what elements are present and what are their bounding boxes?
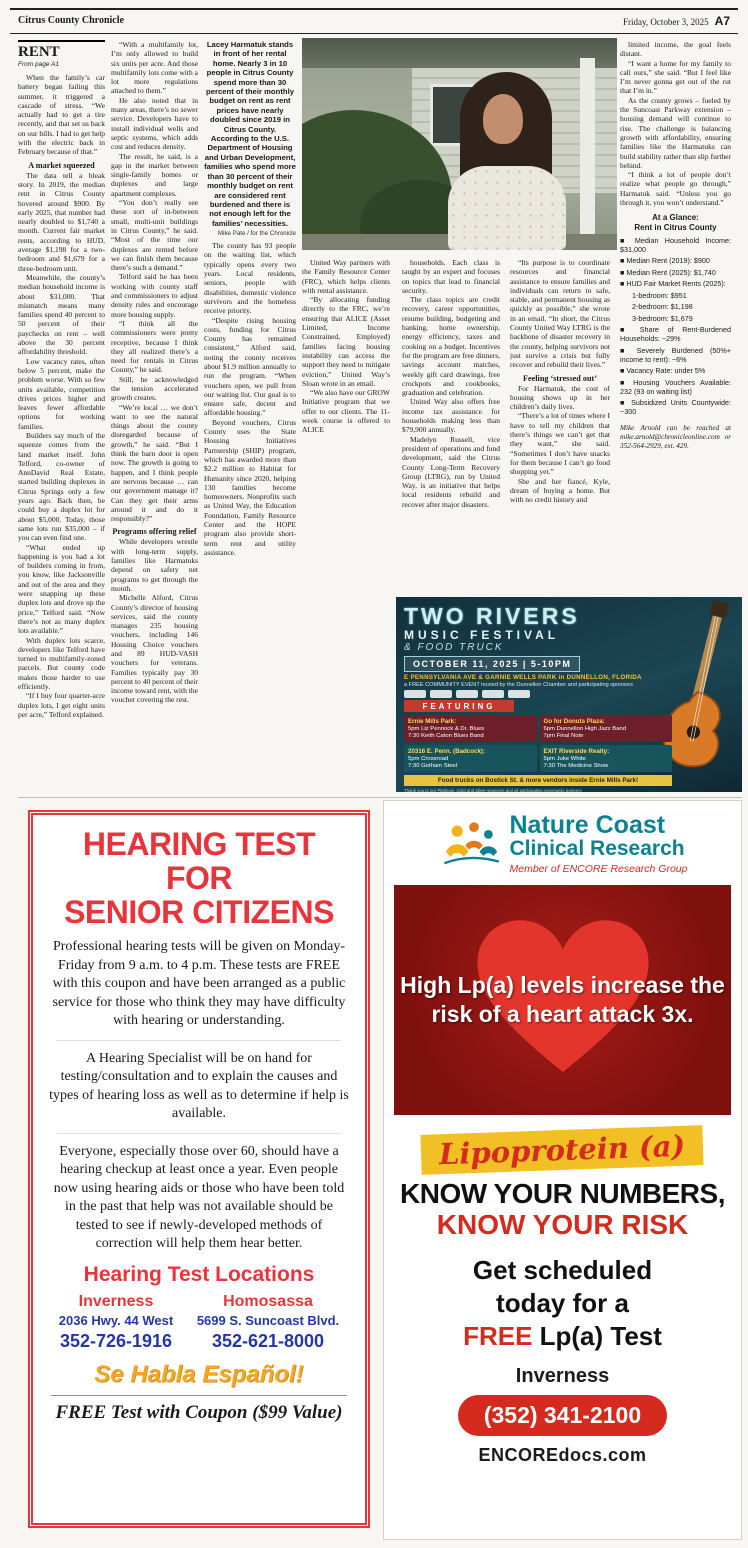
at-a-glance-box xyxy=(620,213,731,416)
free-label: FREE xyxy=(463,1321,533,1351)
venue-name: 20316 E. Penn. (Badcock): xyxy=(408,748,486,755)
photo-shape xyxy=(580,58,595,250)
hearing-location-homosassa xyxy=(197,1293,339,1352)
divider xyxy=(57,1040,341,1041)
photo-credit: Mike Pate / for the Chronicle xyxy=(217,230,296,238)
column-text xyxy=(302,258,390,435)
article-column-6 xyxy=(510,258,610,590)
article-photo xyxy=(302,38,617,250)
hearing-paragraph: Professional hearing tests will be given on Monday-Friday from 9 a.m. to 4 p.m. These tests are FREE with this coupon and have been arranged as a public service for those who think they may have difficulty with hearing or understanding. xyxy=(52,939,346,1028)
glance-subtitle: Rent in Citrus County xyxy=(634,223,717,233)
article-paragraph: United Way also offers free income tax assistance for households making less than $79,900 annually. xyxy=(402,397,500,435)
photo-caption: Lacey Harmatuk stands in front of her rental home. Nearly 3 in 10 people in Citrus County spend more than 30 percent of their monthly budget on rent as rent prices have nearly doubled since 2019 in Citrus County. According to the U.S. Department of Housing and Urban Development, families who spend more than 30 percent of their monthly budget on rent are considered rent burdened and there is not enough left for the families’ necessities. xyxy=(204,40,296,228)
article-paragraph: The result, he said, is a gap in the market between single-family homes or duplexes and large apartment complexes. xyxy=(111,151,198,198)
top-rule xyxy=(10,8,738,10)
clinical-research-logo xyxy=(438,818,502,870)
festival-subtitle: a FREE COMMUNITY EVENT hosted by the Dunnellon Chamber and participating sponsors xyxy=(404,682,633,688)
article-slug-title: RENT xyxy=(18,44,60,60)
festival-title-3: & FOOD TRUCK xyxy=(404,642,504,653)
article-paragraph: When the family’s car battery began failing this summer, it triggered a cascade of stress. “We actually had to get a tire recently, and that set us back on our bills. I had to get help with the electric back in February because of that.” xyxy=(18,73,105,157)
sponsor-logo xyxy=(508,690,530,698)
venue-box xyxy=(540,745,673,772)
photo-person-dress xyxy=(448,166,566,250)
article-slug xyxy=(18,40,105,68)
lipoprotein-label: Lipoprotein (a) xyxy=(438,1128,687,1172)
photo-person-face xyxy=(483,94,523,144)
hearing-location-inverness xyxy=(59,1293,173,1352)
member-line: Member of ENCORE Research Group xyxy=(509,863,688,875)
article-paragraph: “Its purpose is to coordinate resources and financial assistance to ensure families and individuals can return to safe, stable, and permanent housing as quickly as possible,” she wrote in an email. “In short, the Citrus County United Way LTRG is the backbone of disaster recovery in the county, helping survivors not just survive a crisis but fully recover and rebuild their lives.” xyxy=(510,258,610,370)
lipoprotein-brush xyxy=(421,1125,704,1175)
heart-headline: High Lp(a) levels increase the risk of a heart attack 3x. xyxy=(400,972,725,1027)
reporter-contact: Mike Arnold can be reached at mike.arnold@chronicleonline.com or 352-564-2929, ext. 429. xyxy=(620,424,731,451)
article-paragraph: Low vacancy rates, often below 5 percent, make the problem worse. With so few units available, competition drives prices higher and leaves fewer affordable options for working families. xyxy=(18,356,105,431)
heart-panel xyxy=(394,885,731,1115)
article-paragraph: “I think a lot of people don’t realize what people go through,” Harmatuk said. “Unless you go through it, you won’t understand.” xyxy=(620,170,731,208)
article-paragraph: Builders say much of the squeeze comes from the land market itself. John Telford, co-owner of AnnDavid Real Estate, started building duplexes in Citrus Springs only a few years ago. Back then, he could buy a duplex lot for about $5,000. Today, those same lots run $35,000 – if you can even find one. xyxy=(18,430,105,543)
article-continuation: From page A1 xyxy=(18,61,59,68)
two-rivers-festival-ad xyxy=(396,597,742,792)
glance-item: ■ Severely Burdened (50%+ income to rent): ~6% xyxy=(620,345,731,364)
article-paragraph: Madelyn Russell, vice president of operations and fund development, said the Citrus County Long-Term Recovery Group (LTRG), run by United Way, is an initiative that helps local residents rebuild and recover after major disasters. xyxy=(402,434,500,509)
sponsor-logo xyxy=(404,690,426,698)
venue-box xyxy=(404,715,537,742)
venue-grid xyxy=(404,715,672,772)
venue-name: EXIT Riverside Realty: xyxy=(543,748,610,755)
article-column-7 xyxy=(620,40,731,592)
article-column-4 xyxy=(302,258,390,790)
glance-item: ■ Vacancy Rate: under 5% xyxy=(620,366,706,376)
column-text xyxy=(18,73,105,719)
clinic-brand xyxy=(510,813,688,875)
glance-item: ■ Share of Rent-Burdened Households: ~29% xyxy=(620,325,731,344)
hearing-locations-title: Hearing Test Locations xyxy=(83,1262,315,1286)
divider xyxy=(57,1133,341,1134)
clinic-city: Inverness xyxy=(515,1365,610,1387)
coupon-line: FREE Test with Coupon ($99 Value) xyxy=(55,1401,343,1423)
article-paragraph: Michelle Alford, Citrus County’s director of housing services, said the county manages 235 housing vouchers, including 146 Housing Choice vouchers and 89 HUD-VASH vouchers for veterans. Families typically pay 30 percent to 40 percent of their income toward rent, with the voucher covering the rest. xyxy=(111,593,198,705)
glance-title: At a Glance: xyxy=(652,213,699,223)
venue-act: 7:30 Keith Caton Blues Band xyxy=(408,733,484,739)
cta-text xyxy=(384,1254,741,1353)
venue-act: 7pm Final Note xyxy=(543,733,584,739)
article-paragraph: “By allocating funding directly to the FRC, we’re ensuring that ALICE (Asset Limited, Income Constrained, Employed) families facing housing instability can access the support they need to mitigate eviction,” United Way’s Sloan wrote in an email. xyxy=(302,295,390,388)
glance-item: ■ Median Household Income: $31,000 xyxy=(620,235,731,254)
location-phone: 352-726-1916 xyxy=(59,1330,173,1351)
festival-fine-print: Thank you to our Platinum, Gold and Silver sponsors and all participating community partners xyxy=(404,788,582,792)
glance-item: 2-bedroom: $1,198 xyxy=(632,302,693,312)
glance-item: ■ Median Rent (2025): $1,740 xyxy=(620,267,716,277)
featuring-banner: FEATURING xyxy=(404,700,514,712)
glance-item: ■ HUD Fair Market Rents (2025): xyxy=(620,279,726,289)
hearing-paragraph: Everyone, especially those over 60, should have a hearing checkup at least once a year. Even people now using hearing aids or those who have been told in the past that help was not available should be tested to see if newly-developed methods of correction will help them hear better. xyxy=(53,1143,345,1251)
cta-line-1: Get scheduled xyxy=(472,1255,653,1285)
article-paragraph: “There’s a lot of times where I have to tell my children that there’s things we can’t get that they want,” she said. “Sometimes I don’t have snacks for them because I can’t go food shopping yet.” xyxy=(510,411,610,477)
article-paragraph: Still, he acknowledged the tension accelerated growth creates. xyxy=(111,374,198,403)
venue-act: 6pm Dunnellon High Jazz Band xyxy=(543,726,627,732)
article-subhead: A market squeezed xyxy=(28,160,95,170)
column-text xyxy=(111,40,198,705)
article-paragraph: Beyond vouchers, Citrus County uses the State Housing Initiatives Partnership (SHIP) program, which has awarded more than $2.2 million to Habitat for Humanity since 2020, helping 130 families become homeowners. Nonprofits such as United Way, the Education Foundation, Family Resource Center and the HOPE program also provide short-term rent and utility assistance. xyxy=(204,417,296,557)
article-paragraph: “Despite rising housing costs, funding for Citrus County has remained consistent,” Alford said, noting the county receives about $1.9 million annually to run the program. “When vouchers open, we pull from our waiting list. Our goal is to ensure safe, decent and affordable housing.” xyxy=(204,315,296,418)
hearing-paragraph: A Hearing Specialist will be on hand for testing/consultation and to explain the causes and types of hearing loss as well as to determine if help is available. xyxy=(49,1050,349,1121)
article-paragraph: “You don’t really see these sort of in-between small, multi-unit buildings in Citrus County,” he said. “Most of the time our duplexes are rented before we can finish them because there’s such a demand.” xyxy=(111,198,198,273)
venue-act: 5pm Liz Pennock & Dr. Blues xyxy=(408,726,485,732)
cta-line-2: today for a xyxy=(496,1288,629,1318)
clinic-header xyxy=(384,801,741,883)
location-city: Inverness xyxy=(78,1292,154,1310)
article-paragraph: “What ended up happening is you had a lot of builders coming in from, you know, like Jacksonville and out of the area and they were snapping up these duplex lots and drove up the price,” Telford said. “Now there’s not as many duplex lots available.” xyxy=(18,542,105,636)
venue-act: 7:30 Gotham Steel xyxy=(408,763,458,769)
location-address: 2036 Hwy. 44 West xyxy=(58,1312,174,1328)
article-paragraph: United Way partners with the Family Resource Center (FRC), which helps clients with rental assistance. xyxy=(302,258,390,295)
masthead-title: Citrus County Chronicle xyxy=(18,15,124,26)
article-paragraph: limited income, the goal feels distant. xyxy=(620,40,731,59)
column-text xyxy=(510,258,610,504)
hearing-locations xyxy=(47,1293,351,1352)
cta-rest: Lp(a) Test xyxy=(532,1321,662,1351)
sponsor-logo xyxy=(456,690,478,698)
article-column-3 xyxy=(204,40,296,792)
masthead-date: Friday, October 3, 2025 xyxy=(623,17,709,27)
venue-act: 5pm Crossroad xyxy=(408,756,449,762)
column-text xyxy=(204,241,296,557)
know-your-risk: KNOW YOUR RISK xyxy=(436,1209,689,1240)
article-paragraph: “We also have our GROW Initiative program that we offer to our clients. The 11-week course is offered to ALICE xyxy=(302,388,390,435)
masthead-right xyxy=(623,14,730,28)
masthead-rule xyxy=(10,33,738,34)
location-phone: 352-621-8000 xyxy=(211,1330,325,1351)
article-paragraph: “If I buy four quarter-acre duplex lots, I get eight units per acre,” Telford explained. xyxy=(18,691,105,719)
sponsor-logo xyxy=(482,690,504,698)
article-subhead: Programs offering relief xyxy=(112,527,197,537)
section-divider xyxy=(18,797,742,798)
article-paragraph: “I think all the commissioners were pretty receptive, because I think they all realized there’s a need for rentals in Citrus County,” he said. xyxy=(111,318,198,375)
article-paragraph: With duplex lots scarce, developers like Telford have turned to multifamily-zoned parcels. But county code makes those harder to use efficiently. xyxy=(18,635,105,691)
venue-name: Ernie Mills Park: xyxy=(408,718,457,725)
article-subhead: Feeling ‘stressed out’ xyxy=(523,373,597,383)
festival-title-2: MUSIC FESTIVAL xyxy=(404,628,560,642)
article-column-2 xyxy=(111,40,198,792)
venue-name: Go for Donuts Plaza: xyxy=(543,718,605,725)
brand-line-2: Clinical Research xyxy=(509,837,685,860)
article-paragraph: “We’re local … we don’t want to see the natural things about the county disregarded because of growth,” he said. “But I think the barn door is open now. The growth is going to happen, and I think people are nervous because … can our government manage it? Can they get their arms around it and do it responsibly?” xyxy=(111,402,198,524)
column-text xyxy=(620,40,731,207)
cta-line-3 xyxy=(384,1320,741,1353)
venue-act: 7:30 The Medicine Show xyxy=(543,763,609,769)
glance-list xyxy=(620,236,731,417)
article-paragraph: households. Each class is taught by an expert and focuses on topics that lead to financial security. xyxy=(402,258,500,295)
brand-line-1: Nature Coast xyxy=(509,811,666,839)
festival-location: E PENNSYLVANIA AVE & GARNIE WELLS PARK in DUNNELLON, FLORIDA xyxy=(404,674,642,681)
hearing-test-ad xyxy=(28,810,370,1528)
article-paragraph: “With a multifamily lot, I’m only allowed to build six units per acre. And those multifamily lots come with a lot more regulations attached to them.” xyxy=(111,40,198,96)
article-paragraph: As the county grows – fueled by the Suncoast Parkway extension – housing demand will continue to rise. The challenge is balancing growth with affordability, ensuring families like the Harmatuks can build stability rather than slip further behind. xyxy=(620,95,731,170)
location-address: 5699 S. Suncoast Blvd. xyxy=(196,1312,340,1328)
nature-coast-ad xyxy=(383,800,742,1540)
article-column-5 xyxy=(402,258,500,590)
glance-item: ■ Median Rent (2019): $900 xyxy=(620,256,710,266)
article-column-1 xyxy=(18,40,105,792)
location-city: Homosassa xyxy=(223,1292,313,1310)
article-paragraph: The data tell a bleak story. In 2019, the median rent in Citrus County hovered around $900. By early 2025, that number had nearly doubled to $1,740 a month. Current fair market rents, according to HUD, average $1,198 for a two-bedroom and $1,679 for a three-bedroom unit. xyxy=(18,170,105,273)
se-habla-espanol: Se Habla Español! xyxy=(94,1360,304,1388)
hearing-headline xyxy=(47,827,351,929)
festival-date-banner: OCTOBER 11, 2025 | 5-10PM xyxy=(404,656,580,672)
glance-item: ■ Housing Vouchers Available: 232 (93 on waiting list) xyxy=(620,377,731,396)
article-paragraph: Telford said he has been working with county staff and commissioners to adjust density rules and encourage more housing supply. xyxy=(111,272,198,319)
sponsor-logo xyxy=(430,690,452,698)
article-paragraph: Meanwhile, the county’s median household income is about $31,000. That mismatch means many families spend 40 percent to 50 percent of their paychecks on rent – well above the 30 percent affordability threshold. xyxy=(18,272,105,357)
article-paragraph: He also noted that in many areas, there’s no sewer service. Developers have to install individual wells and septic systems, which adds cost and reduces density. xyxy=(111,95,198,152)
masthead-page-number: A7 xyxy=(714,14,730,28)
festival-title: TWO RIVERS xyxy=(404,603,580,629)
glance-item: ■ Subsidized Units Countywide: ~300 xyxy=(620,398,731,417)
photo-shape xyxy=(302,38,617,68)
article-paragraph: For Harmatuk, the cost of housing shows up in her children’s daily lives. xyxy=(510,383,610,412)
glance-item: 3-bedroom: $1,679 xyxy=(632,313,693,323)
article-paragraph: While developers wrestle with long-term supply, families like Harmatuks depend on safety net programs to get through the month. xyxy=(111,537,198,593)
venue-act: 5pm Juke White xyxy=(543,756,586,762)
festival-footer: Food trucks on Bostick St. & more vendors inside Ernie Mills Park! xyxy=(404,775,672,786)
article-paragraph: The class topics are credit recovery, career opportunities, resume building, budgeting and banking, home ownership, energy efficiency, taxes and cooking on a budget. Incentives for the program are free dinners, savings account matches, weekly gift card drawings, free crockpots and cookbooks, graduation and celebration. xyxy=(402,295,500,398)
know-your-numbers: KNOW YOUR NUMBERS, xyxy=(400,1178,725,1209)
article-paragraph: She and her fiancé, Kyle, dream of buying a home. But with no credit history and xyxy=(510,476,610,505)
article-paragraph: The county has 93 people on the waiting list, which typically opens every two years. Local residents, seniors, people with disabilities, domestic violence survivors and the homeless receive priority. xyxy=(204,241,296,316)
clinic-phone: (352) 341-2100 xyxy=(458,1395,667,1436)
clinic-website: ENCOREdocs.com xyxy=(478,1445,647,1465)
divider xyxy=(51,1395,347,1396)
hearing-headline-line2: SENIOR CITIZENS xyxy=(64,894,334,930)
glance-item: 1-bedroom: $951 xyxy=(632,290,687,300)
venue-box xyxy=(540,715,673,742)
hearing-headline-line1: HEARING TEST FOR xyxy=(82,826,316,896)
venue-box xyxy=(404,745,537,772)
article-paragraph: “I want a home for my family to call ours,” she said. “But I feel like I’m never gonna get out of the rut that I’m in.” xyxy=(620,58,731,96)
column-text xyxy=(402,258,500,509)
